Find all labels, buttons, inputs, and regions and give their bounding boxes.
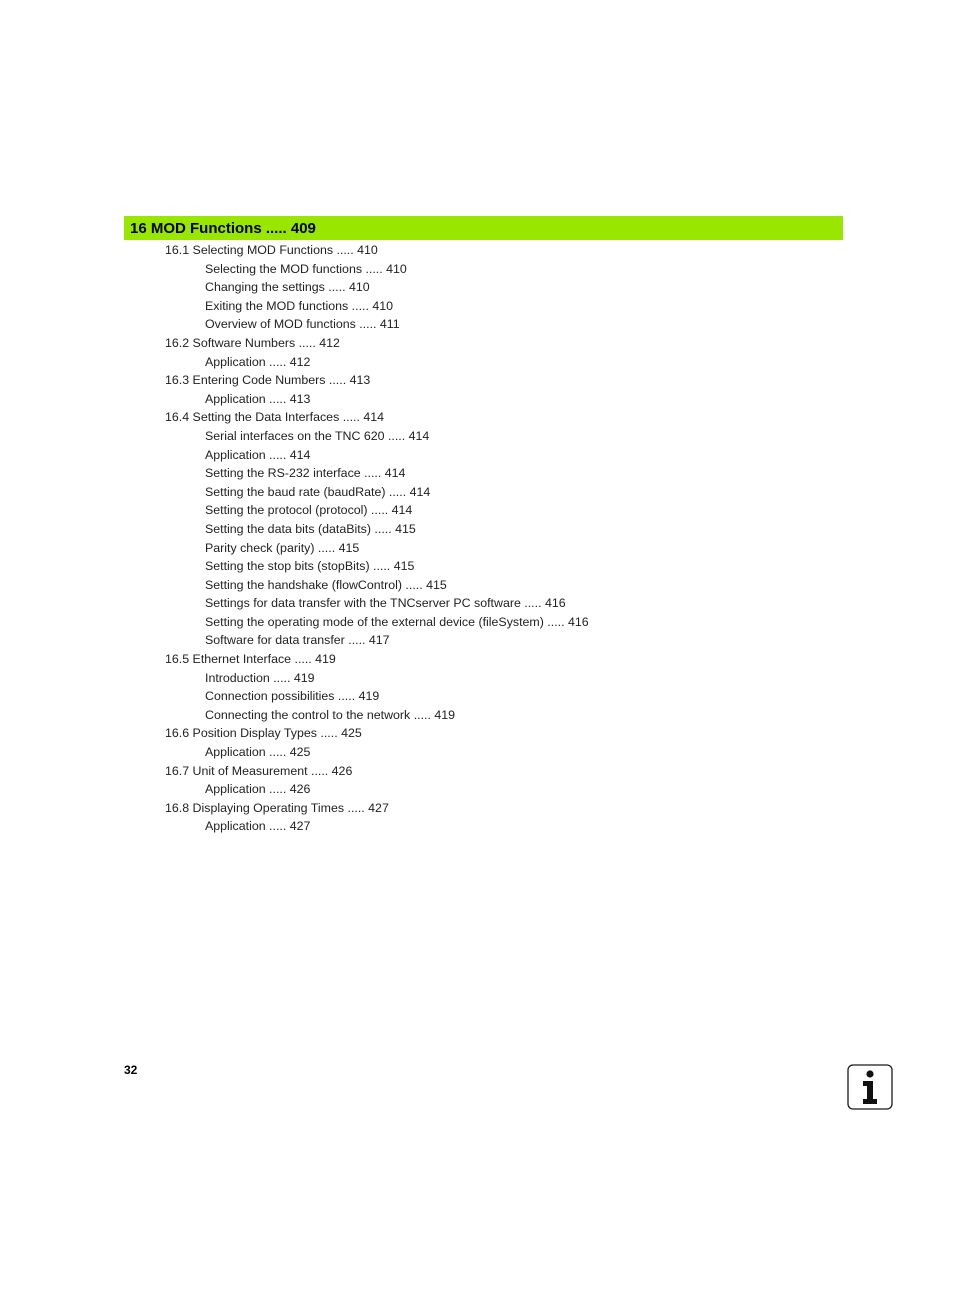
toc-subsection-entry[interactable]: Changing the settings ..... 410 — [205, 280, 370, 295]
toc-subsection-entry[interactable]: Application ..... 427 — [205, 819, 311, 834]
toc-subsection-entry[interactable]: Software for data transfer ..... 417 — [205, 633, 390, 648]
toc-subsection-entry[interactable]: Setting the RS-232 interface ..... 414 — [205, 466, 406, 481]
toc-subsection-entry[interactable]: Application ..... 412 — [205, 354, 311, 369]
toc-subsection-entry[interactable]: Overview of MOD functions ..... 411 — [205, 317, 400, 332]
toc-subsection-entry[interactable]: Setting the baud rate (baudRate) ..... 414 — [205, 484, 431, 499]
toc-subsection-entry[interactable]: Setting the data bits (dataBits) ..... 415 — [205, 521, 416, 536]
toc-subsection-entry[interactable]: Setting the handshake (flowControl) ..... 415 — [205, 577, 447, 592]
chapter-title: 16 MOD Functions ..... 409 — [130, 219, 316, 237]
page-number: 32 — [124, 1063, 138, 1077]
toc-subsection-entry[interactable]: Introduction ..... 419 — [205, 670, 315, 685]
chapter-heading-bar — [124, 216, 843, 240]
toc-subsection-entry[interactable]: Setting the stop bits (stopBits) ..... 415 — [205, 559, 415, 574]
toc-section-entry[interactable]: 16.8 Displaying Operating Times ..... 427 — [165, 800, 389, 815]
table-of-contents — [0, 241, 954, 836]
toc-subsection-entry[interactable]: Parity check (parity) ..... 415 — [205, 540, 360, 555]
toc-section-entry[interactable]: 16.4 Setting the Data Interfaces ..... 414 — [165, 410, 385, 425]
toc-subsection-entry[interactable]: Serial interfaces on the TNC 620 ..... 414 — [205, 428, 430, 443]
toc-subsection-entry[interactable]: Application ..... 414 — [205, 447, 311, 462]
toc-subsection-entry[interactable]: Settings for data transfer with the TNCserver PC software ..... 416 — [205, 596, 566, 611]
toc-section-entry[interactable]: 16.7 Unit of Measurement ..... 426 — [165, 763, 353, 778]
toc-subsection-entry[interactable]: Selecting the MOD functions ..... 410 — [205, 261, 407, 276]
toc-subsection-entry[interactable]: Connecting the control to the network ..... 419 — [205, 707, 456, 722]
toc-subsection-entry[interactable]: Application ..... 425 — [205, 745, 311, 760]
toc-subsection-entry[interactable]: Exiting the MOD functions ..... 410 — [205, 298, 394, 313]
toc-section-entry[interactable]: 16.6 Position Display Types ..... 425 — [165, 726, 362, 741]
toc-subsection-entry[interactable]: Setting the protocol (protocol) ..... 414 — [205, 503, 413, 518]
toc-subsection-entry[interactable]: Connection possibilities ..... 419 — [205, 689, 380, 704]
toc-subsection-entry[interactable]: Application ..... 426 — [205, 782, 311, 797]
toc-section-entry[interactable]: 16.3 Entering Code Numbers ..... 413 — [165, 373, 371, 388]
toc-section-entry[interactable]: 16.2 Software Numbers ..... 412 — [165, 335, 340, 350]
toc-section-entry[interactable]: 16.1 Selecting MOD Functions ..... 410 — [165, 243, 378, 257]
toc-section-entry[interactable]: 16.5 Ethernet Interface ..... 419 — [165, 652, 336, 667]
info-icon — [847, 1064, 893, 1110]
toc-subsection-entry[interactable]: Application ..... 413 — [205, 391, 311, 406]
toc-subsection-entry[interactable]: Setting the operating mode of the external device (fileSystem) ..... 416 — [205, 614, 589, 629]
